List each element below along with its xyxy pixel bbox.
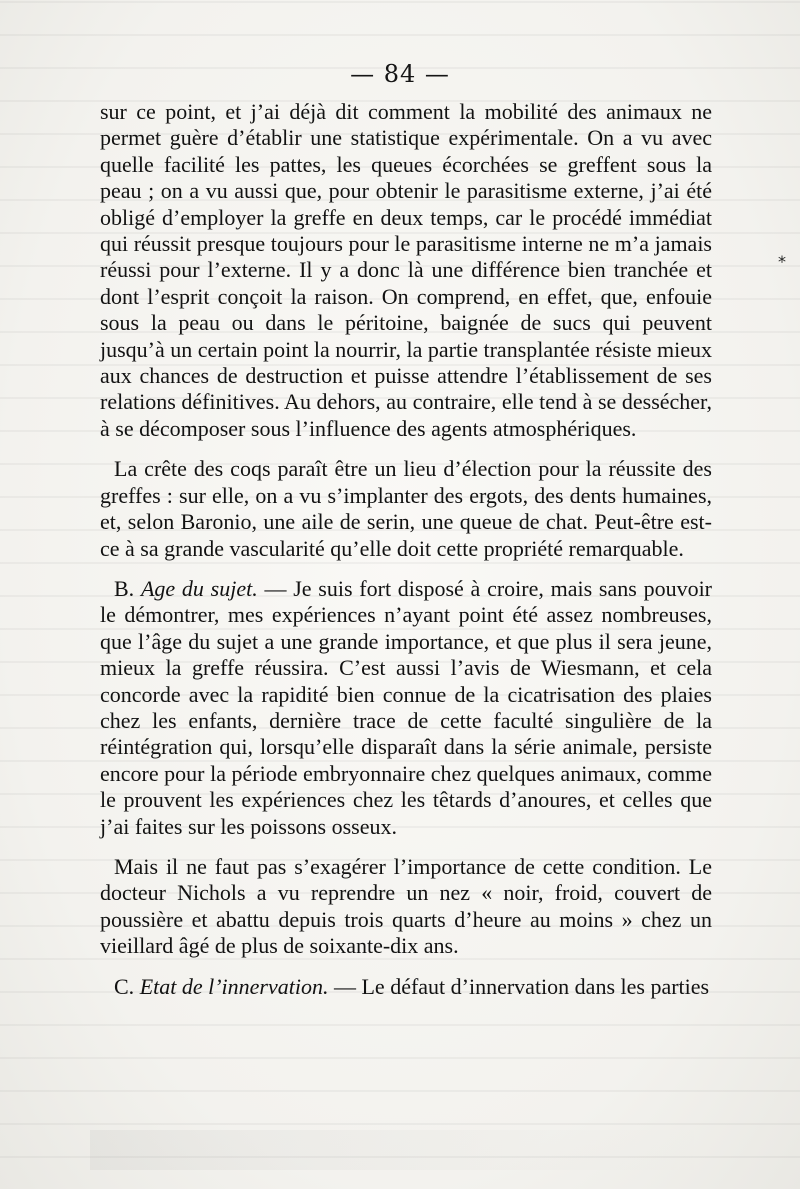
body-text xyxy=(100,99,712,1000)
section-c-text: — Le défaut d’innervation dans les parties xyxy=(328,973,710,999)
section-c-label: C. xyxy=(114,973,135,999)
section-b-paragraph xyxy=(100,576,712,840)
paragraph-nichols: Mais il ne faut pas s’exagérer l’importance de cette condition. Le docteur Nichols a vu reprendre un nez « noir, froid, couvert de poussière et abattu depuis trois quarts d’heure au moins » chez un vieillard âgé de plus de soixante-dix ans. xyxy=(100,853,712,959)
paragraph-crete-des-coqs: La crête des coqs paraît être un lieu d’élection pour la réussite des greffes : sur elle, on a vu s’implanter des ergots, des dents humaines, et, selon Baronio, une aile de serin, une queue de chat. Peut-être est-ce à sa grande vascularité qu’elle doit cette propriété remarquable. xyxy=(100,456,712,561)
paragraph-continuation: sur ce point, et j’ai déjà dit comment la mobilité des animaux ne permet guère d’établir une statistique expérimentale. On a vu avec quelle facilité les pattes, les queues écorchées se greffent sous la peau ; on a vu aussi que, pour obtenir le parasitisme externe, j’ai été obligé d’employer la greffe en deux temps, car le procédé immédiat qui réussit presque toujours pour le parasitisme interne ne m’a jamais réussi pour l’externe. Il y a donc là une différence bien tranchée et dont l’esprit conçoit la raison. On comprend, en effet, que, enfouie sous la peau ou dans le péritoine, baignée de sucs qui peuvent jusqu’à un certain point la nourrir, la partie transplantée résiste mieux aux chances de destruction et puisse attendre l’établissement de ses relations définitives. Au dehors, au contraire, elle tend à se dessécher, à se décomposer sous l’influence des agents atmosphériques. xyxy=(100,99,712,441)
section-b-text: — Je suis fort disposé à croire, mais sans pouvoir le démontrer, mes expériences n’ayant point été assez nombreuses, que l’âge du sujet a une grande importance, et que plus il sera jeune, mieux la greffe réussira. C’est aussi l’avis de Wiesmann, et cela concorde avec la rapidité bien connue de la cicatrisation des plaies chez les enfants, dernière trace de cette faculté singulière de la réintégration qui, lorsqu’elle disparaît dans la série animale, persiste encore pour la période embryonnaire chez quelques animaux, comme le prouvent les expériences chez les têtards d’anoures, et celles que j’ai faites sur les poissons osseux. xyxy=(100,575,713,839)
page-number: — 84 — xyxy=(350,60,450,88)
section-b-heading: Age du sujet. xyxy=(140,575,258,601)
section-b-label: B. xyxy=(114,575,135,601)
page-stain xyxy=(90,1130,710,1170)
margin-ink-mark: * xyxy=(778,252,786,271)
section-c-paragraph xyxy=(100,974,712,1000)
section-c-heading: Etat de l’innervation. xyxy=(139,973,329,999)
